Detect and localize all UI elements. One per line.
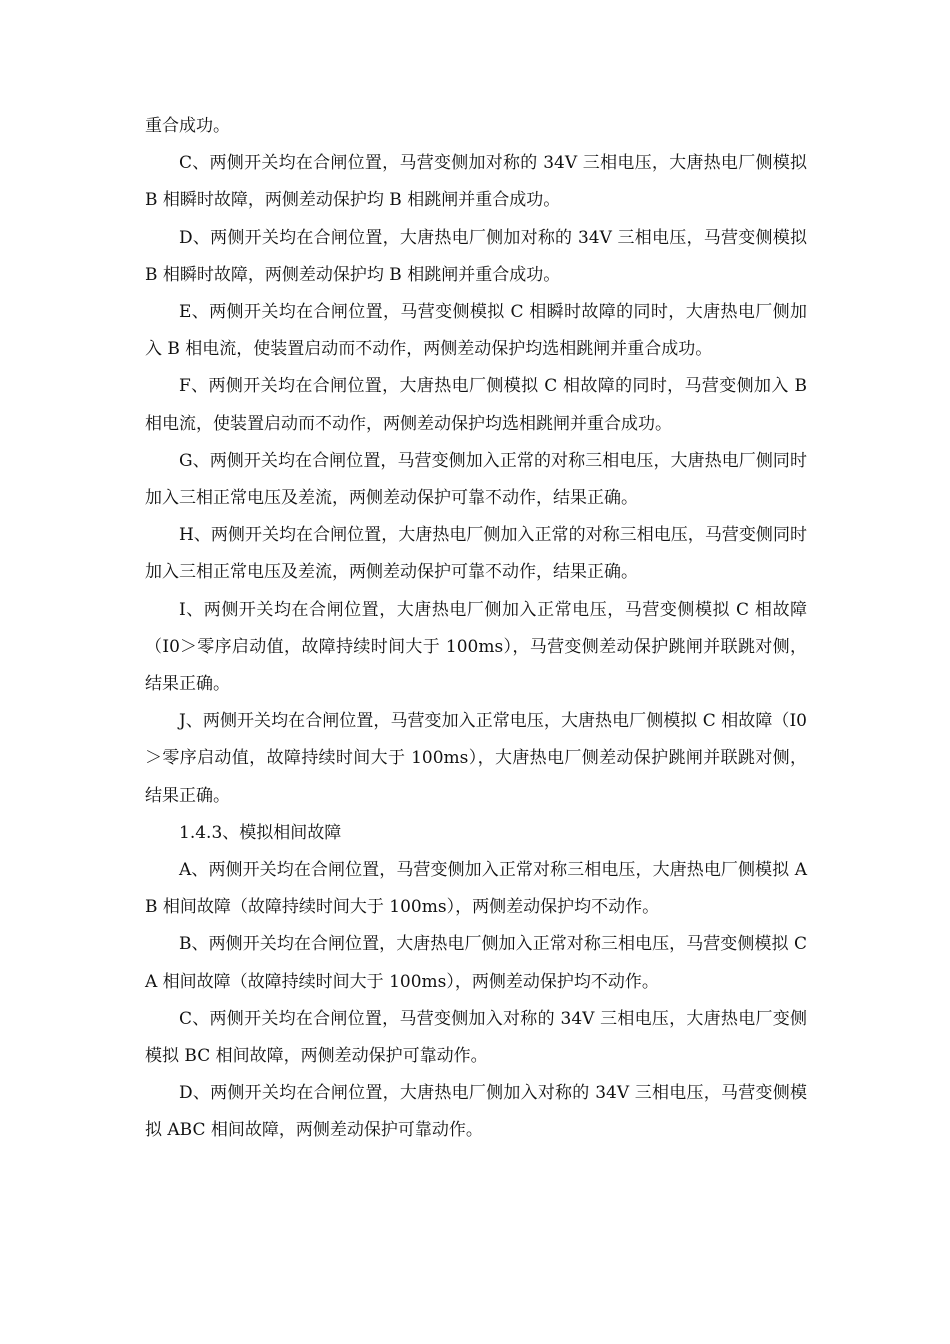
- paragraph-item-h: H、两侧开关均在合闸位置，大唐热电厂侧加入正常的对称三相电压，马营变侧同时加入三相正常电压及差流，两侧差动保护可靠不动作，结果正确。: [145, 525, 807, 583]
- paragraph-item-d: D、两侧开关均在合闸位置，大唐热电厂侧加对称的 34V 三相电压，马营变侧模拟 B 相瞬时故障，两侧差动保护均 B 相跳闸并重合成功。: [145, 227, 807, 285]
- section-heading: 1.4.3、模拟相间故障: [179, 822, 342, 843]
- paragraph-item-j: J、两侧开关均在合闸位置，马营变加入正常电压，大唐热电厂侧模拟 C 相故障（I0＞零序启动值，故障持续时间大于 100ms），大唐热电厂侧差动保护跳闸并联跳对侧，结果正确。: [145, 711, 807, 806]
- paragraph-item-f: F、两侧开关均在合闸位置，大唐热电厂侧模拟 C 相故障的同时，马营变侧加入 B 相电流，使装置启动而不动作，两侧差动保护均选相跳闸并重合成功。: [145, 376, 807, 434]
- paragraph-item-g: G、两侧开关均在合闸位置，马营变侧加入正常的对称三相电压，大唐热电厂侧同时加入三相正常电压及差流，两侧差动保护可靠不动作，结果正确。: [145, 450, 807, 509]
- paragraph-item-e: E、两侧开关均在合闸位置，马营变侧模拟 C 相瞬时故障的同时，大唐热电厂侧加入 B 相电流，使装置启动而不动作，两侧差动保护均选相跳闸并重合成功。: [145, 302, 807, 360]
- document-page: [145, 108, 807, 1150]
- paragraph-phase-b: B、两侧开关均在合闸位置，大唐热电厂侧加入正常对称三相电压，马营变侧模拟 CA 相间故障（故障持续时间大于 100ms），两侧差动保护均不动作。: [145, 934, 807, 992]
- paragraph-phase-d: D、两侧开关均在合闸位置，大唐热电厂侧加入对称的 34V 三相电压，马营变侧模拟 ABC 相间故障，两侧差动保护可靠动作。: [145, 1083, 807, 1141]
- paragraph-item-i: I、两侧开关均在合闸位置，大唐热电厂侧加入正常电压，马营变侧模拟 C 相故障（I0＞零序启动值，故障持续时间大于 100ms），马营变侧差动保护跳闸并联跳对侧，结果正确。: [145, 599, 807, 695]
- paragraph-phase-a: A、两侧开关均在合闸位置，马营变侧加入正常对称三相电压，大唐热电厂侧模拟 AB 相间故障（故障持续时间大于 100ms），两侧差动保护均不动作。: [145, 860, 807, 918]
- paragraph-phase-c: C、两侧开关均在合闸位置，马营变侧加入对称的 34V 三相电压，大唐热电厂变侧模拟 BC 相间故障，两侧差动保护可靠动作。: [145, 1008, 807, 1067]
- paragraph-continuation: 重合成功。: [145, 116, 230, 136]
- paragraph-item-c: C、两侧开关均在合闸位置，马营变侧加对称的 34V 三相电压，大唐热电厂侧模拟 B 相瞬时故障，两侧差动保护均 B 相跳闸并重合成功。: [145, 153, 807, 211]
